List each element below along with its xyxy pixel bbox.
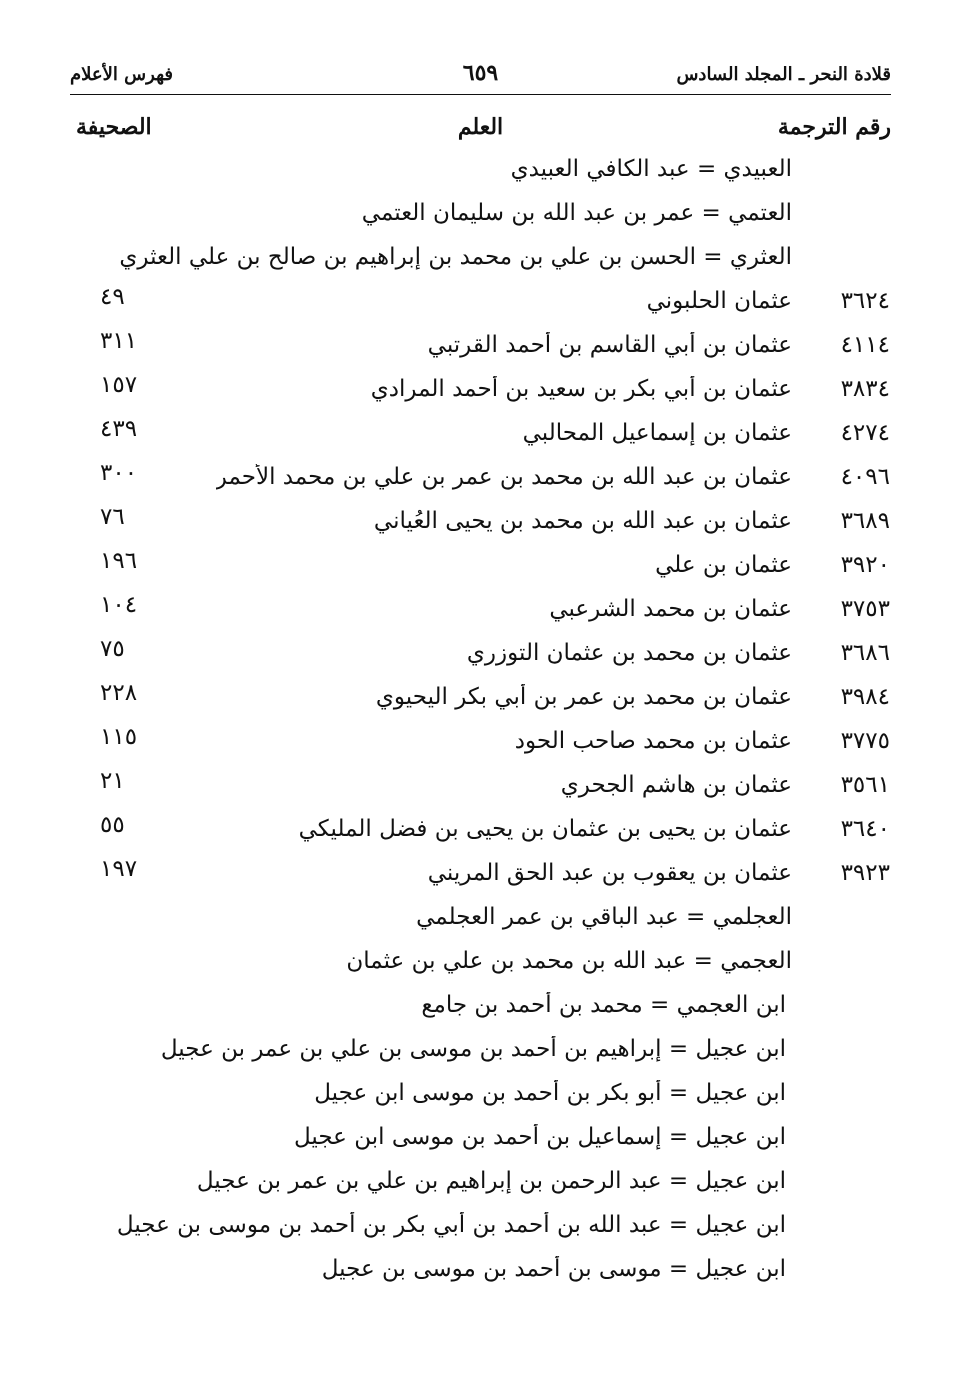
- entry-number: ٣٦٨٦: [840, 640, 890, 666]
- entry-number: ٣٩٢٠: [840, 552, 890, 578]
- index-row: [0, 284, 956, 328]
- entry-name: عثمان بن محمد بن عمر بن أبي بكر اليحيوي: [375, 684, 792, 710]
- entry-number: ٣٧٥٣: [840, 596, 890, 622]
- entry-page: ٣٠٠: [100, 460, 138, 486]
- entry-name: ابن عجيل = موسى بن أحمد بن موسى بن عجيل: [321, 1256, 786, 1282]
- page-number: ٦٥٩: [462, 60, 499, 86]
- entry-number: ٣٩٢٣: [840, 860, 890, 886]
- entry-number: ٣٧٧٥: [840, 728, 890, 754]
- entry-page: ٥٥: [100, 812, 125, 838]
- index-row: [0, 240, 956, 284]
- index-row: [0, 548, 956, 592]
- index-row: [0, 1032, 956, 1076]
- index-row: [0, 1076, 956, 1120]
- index-row: [0, 416, 956, 460]
- index-row: [0, 152, 956, 196]
- index-row: [0, 196, 956, 240]
- entry-number: ٤٠٩٦: [840, 464, 890, 490]
- entry-number: ٣٩٨٤: [840, 684, 890, 710]
- index-row: [0, 944, 956, 988]
- index-row: [0, 372, 956, 416]
- entry-name: عثمان بن محمد الشرعبي: [549, 596, 792, 622]
- column-headers: [70, 114, 891, 154]
- section-title: فهرس الأعلام: [70, 64, 173, 85]
- index-row: [0, 1120, 956, 1164]
- column-header-number: رقم الترجمة: [777, 114, 891, 140]
- index-row: [0, 900, 956, 944]
- entry-number: ٣٨٣٤: [840, 376, 890, 402]
- entry-number: ٤٢٧٤: [840, 420, 890, 446]
- entry-page: ١٩٦: [100, 548, 138, 574]
- entry-number: ٣٦٨٩: [840, 508, 890, 534]
- entry-name: عثمان بن محمد بن عثمان التوزري: [466, 640, 792, 666]
- index-entries: [0, 152, 956, 1296]
- index-row: [0, 504, 956, 548]
- index-row: [0, 812, 956, 856]
- entry-name: عثمان بن يحيى بن عثمان بن يحيى بن فضل المليكي: [298, 816, 792, 842]
- book-title: قلادة النحر ـ المجلد السادس: [676, 64, 891, 85]
- entry-name: ابن عجيل = إسماعيل بن أحمد بن موسى ابن عجيل: [293, 1124, 786, 1150]
- index-row: [0, 460, 956, 504]
- entry-number: ٣٦٤٠: [840, 816, 890, 842]
- index-row: [0, 724, 956, 768]
- column-header-page: الصحيفة: [76, 114, 152, 140]
- column-header-name: العلم: [457, 114, 504, 140]
- index-row: [0, 1252, 956, 1296]
- entry-page: ٤٩: [100, 284, 125, 310]
- entry-name: عثمان بن إسماعيل المحالبي: [522, 420, 792, 446]
- entry-page: ٤٣٩: [100, 416, 138, 442]
- entry-page: ٧٥: [100, 636, 125, 662]
- entry-name: ابن عجيل = أبو بكر بن أحمد بن موسى ابن عجيل: [314, 1080, 786, 1106]
- entry-name: ابن العجمي = محمد بن أحمد بن جامع: [421, 992, 786, 1018]
- entry-name: العبيدي = عبد الكافي العبيدي: [510, 156, 792, 182]
- index-row: [0, 768, 956, 812]
- index-row: [0, 1164, 956, 1208]
- index-row: [0, 592, 956, 636]
- index-row: [0, 328, 956, 372]
- entry-page: ١٩٧: [100, 856, 138, 882]
- entry-number: ٣٦٢٤: [840, 288, 890, 314]
- entry-name: ابن عجيل = إبراهيم بن أحمد بن موسى بن علي بن عمر بن عجيل: [160, 1036, 786, 1062]
- entry-page: ٢٢٨: [100, 680, 138, 706]
- index-row: [0, 1208, 956, 1252]
- entry-name: العثري = الحسن بن علي بن محمد بن إبراهيم بن صالح بن علي العثري: [119, 244, 792, 270]
- entry-name: عثمان بن يعقوب بن عبد الحق المريني: [427, 860, 792, 886]
- entry-name: العجمي = عبد الله بن محمد بن علي بن عثمان: [346, 948, 792, 974]
- entry-page: ١١٥: [100, 724, 138, 750]
- entry-name: عثمان الحلبوني: [646, 288, 792, 314]
- entry-name: عثمان بن هاشم الجحري: [560, 772, 792, 798]
- entry-name: ابن عجيل = عبد الرحمن بن إبراهيم بن علي بن عمر بن عجيل: [196, 1168, 786, 1194]
- entry-name: عثمان بن عبد الله بن محمد بن يحيى العُياني: [373, 508, 792, 534]
- entry-name: عثمان بن عبد الله بن محمد بن عمر بن علي بن محمد الأحمر: [215, 464, 792, 490]
- entry-page: ٢١: [100, 768, 125, 794]
- index-row: [0, 636, 956, 680]
- entry-name: العتمي = عمر بن عبد الله بن سليمان العتمي: [361, 200, 792, 226]
- entry-name: العجلمي = عبد الباقي بن عمر العجلمي: [416, 904, 792, 930]
- entry-page: ١٥٧: [100, 372, 138, 398]
- entry-name: ابن عجيل = عبد الله بن أحمد بن أبي بكر بن أحمد بن موسى بن عجيل: [116, 1212, 786, 1238]
- entry-name: عثمان بن أبي القاسم بن أحمد القرتبي: [427, 332, 792, 358]
- entry-name: عثمان بن محمد صاحب الحود: [514, 728, 792, 754]
- index-row: [0, 988, 956, 1032]
- entry-name: عثمان بن أبي بكر بن سعيد بن أحمد المرادي: [370, 376, 792, 402]
- running-header: [70, 60, 891, 95]
- entry-name: عثمان بن علي: [655, 552, 792, 578]
- entry-page: ٣١١: [100, 328, 138, 354]
- entry-page: ٧٦: [100, 504, 125, 530]
- entry-number: ٤١١٤: [840, 332, 890, 358]
- index-row: [0, 856, 956, 900]
- entry-page: ١٠٤: [100, 592, 138, 618]
- entry-number: ٣٥٦١: [840, 772, 890, 798]
- index-row: [0, 680, 956, 724]
